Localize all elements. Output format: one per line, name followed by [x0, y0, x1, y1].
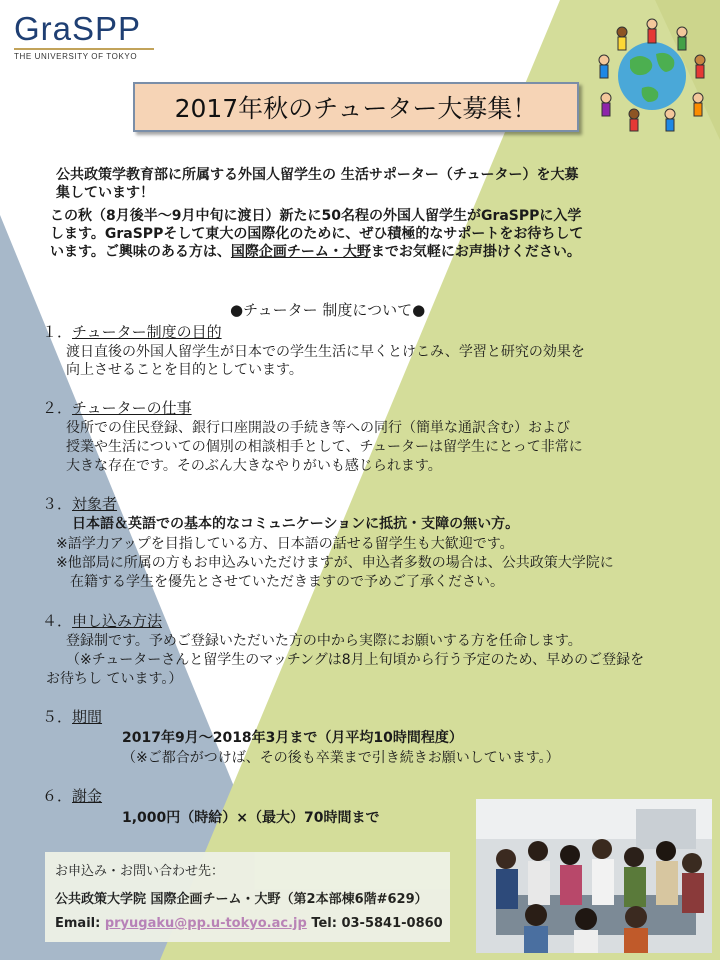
section-5-period: 2017年9月～2018年3月まで（月平均10時間程度）: [122, 730, 463, 746]
intro-line-2: 集しています！: [56, 185, 154, 201]
title-banner: [133, 82, 579, 132]
section-2-heading: [42, 398, 192, 418]
section-5-title: 期間: [72, 708, 103, 726]
section-6-title: 謝金: [72, 787, 103, 805]
logo-wordmark: GraSPP: [14, 10, 142, 47]
globe-with-children-icon: [590, 10, 714, 134]
section-5-note: （※ご都合がつけば、その後も卒業まで引き続きお願いしています。）: [122, 750, 560, 766]
section-3-target: 日本語＆英語での基本的なコミュニケーションに抵抗・支障の無い方。: [72, 516, 520, 532]
section-4-heading: [42, 611, 162, 631]
students-meeting-photo: [476, 799, 712, 953]
contact-office: 公共政策大学院 国際企画チーム・大野（第2本部棟6階#629）: [55, 892, 428, 907]
contact-box: [45, 852, 450, 942]
section-4-line: お待ちし ています。）: [46, 671, 183, 687]
section-3-title: 対象者: [72, 495, 118, 513]
section-6-fee: 1,000円（時給）×（最大）70時間まで: [122, 810, 380, 826]
section-1-number: １．: [42, 323, 73, 341]
section-5-number: ５．: [42, 708, 73, 726]
section-3-line: ※他部局に所属の方もお申込みいただけますが、申込者多数の場合は、公共政策大学院に: [56, 555, 614, 571]
section-1-heading: [42, 322, 222, 342]
section-5-heading: [42, 707, 102, 727]
section-4-title: 申し込み方法: [72, 612, 163, 630]
system-heading: ●チューター 制度について●: [230, 301, 426, 319]
logo-rule: [14, 48, 154, 50]
section-2-title: チューターの仕事: [72, 399, 192, 417]
intro-line-4: します。GraSPPそして東大の国際化のために、ぜひ積極的なサポートをお待ちして: [50, 226, 584, 242]
section-3-line: 在籍する学生を優先とさせていただきますので予めご了承ください。: [70, 574, 504, 590]
intro-line-1: 公共政策学教育部に所属する外国人留学生の 生活サポーター（チューター）を大募: [56, 167, 579, 183]
section-2-line: 役所での住民登録、銀行口座開設の手続き等への同行（簡単な通訳含む）および: [66, 420, 570, 436]
intro-line-5: [50, 242, 581, 262]
email-label: Email:: [55, 916, 101, 931]
intro-line-3: この秋（8月後半～9月中旬に渡日）新たに50名程の外国人留学生がGraSPPに入学: [50, 208, 582, 224]
banner-title: 2017年秋のチューター大募集！: [174, 94, 538, 123]
section-1-title: チューター制度の目的: [72, 323, 222, 341]
logo-subtitle: THE UNIVERSITY OF TOKYO: [14, 52, 138, 61]
section-2-line: 大きな存在です。そのぶん大きなやりがいも感じられます。: [66, 458, 442, 474]
section-6-number: ６．: [42, 787, 73, 805]
section-2-number: ２．: [42, 399, 73, 417]
section-3-line: ※語学力アップを目指している方、日本語の話せる留学生も大歓迎です。: [56, 536, 514, 552]
section-4-line: 登録制です。予めご登録いただいた方の中から実際にお願いする方を任命します。: [66, 633, 582, 649]
section-3-number: ３．: [42, 495, 73, 513]
section-1-line: 渡日直後の外国人留学生が日本での学生生活に早くとけこみ、学習と研究の効果を: [66, 344, 585, 360]
email-link[interactable]: pryugaku@pp.u-tokyo.ac.jp: [104, 916, 307, 931]
contact-tel: Tel: 03-5841-0860: [311, 916, 443, 931]
intro-line-5-pre: います。ご興味のある方は、: [50, 244, 231, 260]
section-3-heading: [42, 494, 117, 514]
section-4-number: ４．: [42, 612, 73, 630]
graspp-logo: [14, 12, 154, 61]
contact-details: [55, 916, 443, 931]
section-1-line: 向上させることを目的としています。: [66, 362, 303, 378]
section-6-heading: [42, 786, 102, 806]
contact-person-link: 国際企画チーム・大野: [230, 244, 371, 260]
section-2-line: 授業や生活についての個別の相談相手として、チューターは留学生にとって非常に: [66, 439, 583, 455]
section-4-line: （※チューターさんと留学生のマッチングは8月上旬頃から行う予定のため、早めのご登録を: [66, 652, 645, 668]
contact-label: お申込み・お問い合わせ先：: [55, 864, 225, 879]
intro-line-5-post: までお気軽にお声掛けください。: [370, 244, 581, 260]
